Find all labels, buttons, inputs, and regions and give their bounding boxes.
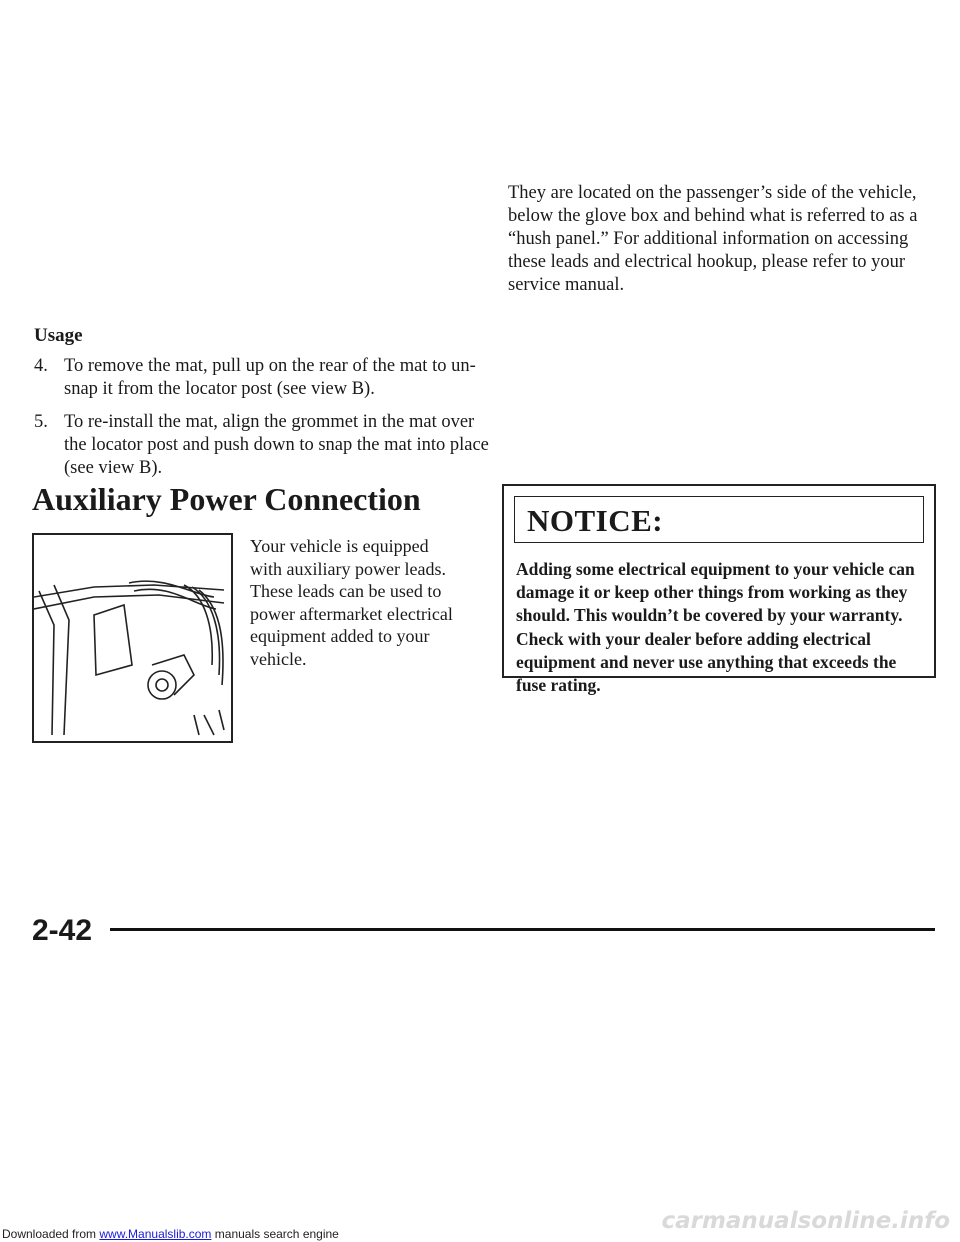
watermark: carmanualsonline.info (661, 1208, 950, 1234)
step-text: To re-install the mat, align the grommet in the mat over the locator post and push down to snap the mat into place (see view B). (64, 412, 489, 478)
right-body-text: They are located on the passenger’s side of the vehicle, below the glove box and behind what is referred to as a “hush panel.” For additional information on accessing these leads and electrical hookup, please refer to your service manual. (508, 183, 918, 295)
wiring-harness-illustration (34, 535, 231, 741)
footer-prefix: Downloaded from (2, 1227, 100, 1241)
page-number: 2-42 (32, 914, 93, 947)
step-number: 4. (34, 356, 48, 376)
footer-rule (110, 928, 935, 931)
aux-power-illustration (32, 533, 233, 743)
usage-step (34, 411, 504, 481)
notice-title-frame (514, 496, 924, 543)
download-footer (2, 1227, 339, 1241)
section-title: Auxiliary Power Connection (32, 481, 421, 517)
notice-body: Adding some electrical equipment to your vehicle can damage it or keep other things from working as they should. This wouldn’t be covered by your warranty. Check with your dealer before adding electrical equipment and never use anything that exceeds the fuse rating. (516, 559, 915, 696)
step-text: To remove the mat, pull up on the rear of the mat to un-snap it from the locator post (see view B). (64, 356, 476, 399)
step-number: 5. (34, 412, 48, 432)
notice-box (502, 484, 936, 696)
manualslib-link[interactable]: www.Manualslib.com (99, 1227, 212, 1241)
notice-title: NOTICE: (527, 503, 664, 538)
aux-body-text: Your vehicle is equipped with auxiliary power leads. These leads can be used to power aftermarket electrical equipment added to your vehicle. (250, 536, 453, 669)
footer-suffix: manuals search engine (211, 1227, 339, 1241)
usage-step (34, 355, 504, 405)
usage-heading: Usage (34, 325, 83, 346)
